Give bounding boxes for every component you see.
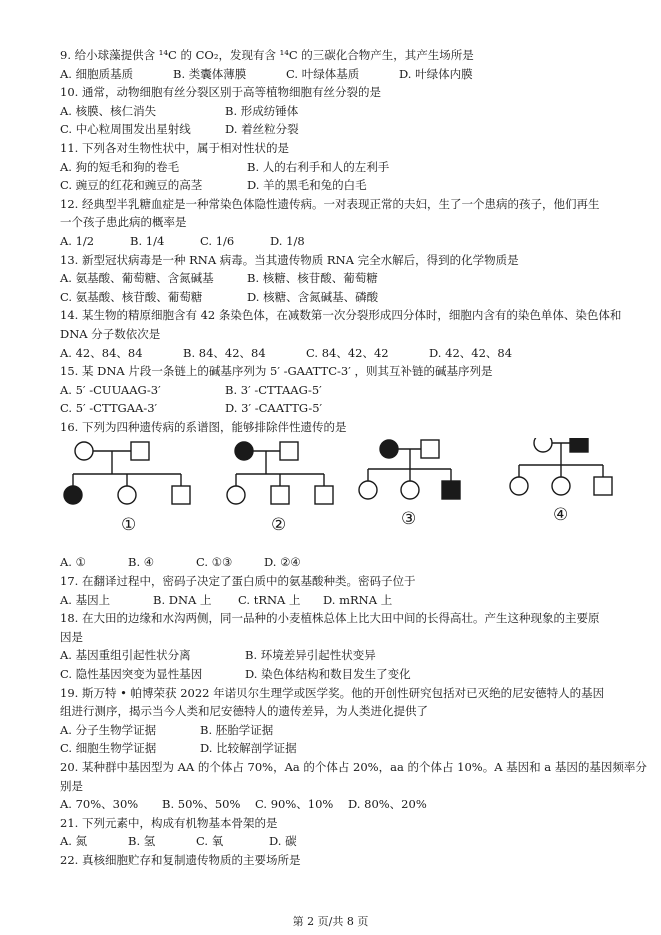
q11-option-c: C. 豌豆的红花和豌豆的高茎 (60, 178, 203, 193)
q20-option-a: A. 70%、30% (60, 797, 139, 812)
q10-stem: 10. 通常，动物细胞有丝分裂区别于高等植物细胞有丝分裂的是 (60, 85, 381, 100)
p2-label: ② (271, 515, 287, 536)
q12-option-c: C. 1/6 (200, 233, 235, 248)
q14-option-a: A. 42、84、84 (60, 345, 143, 360)
q11-option-d: D. 羊的黑毛和兔的白毛 (247, 178, 367, 193)
q10-options-row2 (60, 120, 620, 139)
p4-label: ④ (553, 505, 569, 526)
q13-option-b: B. 核糖、核苷酸、葡萄糖 (247, 271, 378, 286)
q12-stem-line2: 一个孩子患此病的概率是 (60, 215, 187, 230)
q18-option-b: B. 环境差异引起性状变异 (245, 648, 376, 663)
p4-son (594, 477, 612, 495)
q16-option-c: C. ①③ (196, 555, 233, 570)
pedigree-diagram (58, 438, 628, 549)
q9-option-a: A. 细胞质基质 (60, 66, 134, 81)
exam-page (60, 46, 647, 870)
q15-option-a: A. 5′ -CUUAAG-3′ (60, 382, 161, 397)
q13-stem: 13. 新型冠状病毒是一种 RNA 病毒。当其遗传物质 RNA 完全水解后，得到的化学物质是 (60, 252, 519, 267)
pedigree-figures (60, 438, 620, 549)
q18-stem-line1: 18. 在大田的边缘和水沟两侧，同一品种的小麦植株总体上比大田中间的长得高壮。产生这种现象的主要原 (60, 611, 600, 626)
q12-option-d: D. 1/8 (270, 233, 305, 248)
q22-stem: 22. 真核细胞贮存和复制遗传物质的主要场所是 (60, 852, 301, 867)
q19-options-row2 (60, 739, 620, 758)
q14-stem-line1: 14. 某生物的精原细胞含有 42 条染色体，在减数第一次分裂形成四分体时，细胞内含有的染色单体、染色体和 (60, 308, 622, 323)
q9-option-c: C. 叶绿体基质 (286, 66, 360, 81)
p4-daughter (552, 477, 570, 495)
q20-option-c: C. 90%、10% (255, 797, 334, 812)
q12-option-b: B. 1/4 (130, 233, 165, 248)
q21-option-b: B. 氢 (128, 834, 156, 849)
q10-option-b: B. 形成纺锤体 (225, 103, 299, 118)
p1-mother (75, 442, 93, 460)
p1-label: ① (121, 515, 137, 536)
p2-father (280, 442, 298, 460)
p2-affected-mother (235, 442, 253, 460)
q12-stem-line1: 12. 经典型半乳糖血症是一种常染色体隐性遗传病。一对表现正常的夫妇，生了一个患病的孩子，他们再生 (60, 196, 600, 211)
p1-son (172, 486, 190, 504)
q20-stem-line1: 20. 某种群中基因型为 AA 的个体占 70%，Aa 的个体占 20%，aa 的个体占 10%。A 基因和 a 基因的基因频率分 (60, 760, 647, 774)
p2-son (315, 486, 333, 504)
q19-option-b: B. 胚胎学证据 (200, 722, 274, 737)
q20-stem-line2: 别是 (60, 778, 83, 793)
q12-option-a: A. 1/2 (60, 233, 95, 248)
q9-option-d: D. 叶绿体内膜 (399, 66, 473, 81)
q13-option-c: C. 氨基酸、核苷酸、葡萄糖 (60, 289, 203, 304)
q21-stem: 21. 下列元素中，构成有机物基本骨架的是 (60, 815, 278, 830)
q9-options (60, 65, 620, 84)
p3-father (421, 440, 439, 458)
q11-stem: 11. 下列各对生物性状中，属于相对性状的是 (60, 140, 289, 155)
p4-daughter (510, 477, 528, 495)
p3-daughter (359, 481, 377, 499)
q17-option-c: C. tRNA 上 (238, 592, 301, 607)
q19-option-a: A. 分子生物学证据 (60, 722, 157, 737)
q14-option-d: D. 42、42、84 (429, 345, 513, 360)
q14-options (60, 344, 620, 363)
q21-option-d: D. 碳 (269, 834, 297, 849)
q20-option-b: B. 50%、50% (162, 797, 241, 812)
p2-son (271, 486, 289, 504)
page-footer: 第 2 页/共 8 页 (292, 915, 369, 928)
q17-options (60, 591, 620, 610)
q19-stem-line2: 组进行测序，揭示当今人类和尼安德特人的遗传差异，为人类进化提供了 (60, 704, 428, 719)
q9-option-b: B. 类囊体薄膜 (173, 66, 247, 81)
q14-option-c: C. 84、42、42 (306, 345, 389, 360)
p3-affected-mother (380, 440, 398, 458)
q18-option-c: C. 隐性基因突变为显性基因 (60, 667, 203, 682)
q19-options-row1 (60, 721, 620, 740)
pedigree-4 (510, 438, 612, 525)
p3-label: ③ (401, 509, 417, 530)
q21-option-a: A. 氮 (60, 834, 88, 849)
q14-stem-line2: DNA 分子数依次是 (60, 326, 161, 341)
q13-option-d: D. 核糖、含氮碱基、磷酸 (247, 289, 379, 304)
q16-options (60, 553, 620, 572)
q16-option-d: D. ②④ (264, 555, 301, 570)
q10-option-a: A. 核膜、核仁消失 (60, 103, 157, 118)
q21-option-c: C. 氧 (196, 834, 224, 849)
p3-daughter (401, 481, 419, 499)
q11-option-b: B. 人的右利手和人的左利手 (247, 159, 390, 174)
q17-option-d: D. mRNA 上 (323, 592, 393, 607)
q16-stem: 16. 下列为四种遗传病的系谱图，能够排除伴性遗传的是 (60, 419, 347, 434)
q9-stem: 9. 给小球藻提供含 ¹⁴C 的 CO₂，发现有含 ¹⁴C 的三碳化合物产生，其产生场所是 (60, 48, 474, 62)
q13-options-row2 (60, 288, 620, 307)
q15-stem: 15. 某 DNA 片段一条链上的碱基序列为 5′ -GAATTC-3′ ，则其互补链的碱基序列是 (60, 364, 493, 379)
q18-stem-line2: 因是 (60, 629, 83, 644)
q10-option-d: D. 着丝粒分裂 (225, 122, 299, 137)
q19-stem-line1: 19. 斯万特 • 帕博荣获 2022 年诺贝尔生理学或医学奖。他的开创性研究包括对已灭绝的尼安德特人的基因 (60, 685, 605, 700)
p2-daughter (227, 486, 245, 504)
p1-daughter (118, 486, 136, 504)
p1-father (131, 442, 149, 460)
q16-option-b: B. ④ (128, 555, 155, 570)
q15-option-c: C. 5′ -CTTGAA-3′ (60, 401, 158, 416)
q15-options-row2 (60, 399, 620, 418)
q11-options-row2 (60, 176, 620, 195)
q16-option-a: A. ① (60, 555, 86, 570)
q18-option-a: A. 基因重组引起性状分离 (60, 648, 191, 663)
q19-option-c: C. 细胞生物学证据 (60, 741, 157, 756)
q18-options-row1 (60, 646, 620, 665)
q18-options-row2 (60, 665, 620, 684)
p4-affected-father (570, 438, 588, 452)
q17-option-a: A. 基因上 (60, 592, 111, 607)
q11-option-a: A. 狗的短毛和狗的卷毛 (60, 159, 180, 174)
q15-options-row1 (60, 381, 620, 400)
q14-option-b: B. 84、42、84 (183, 345, 266, 360)
pedigree-3 (359, 440, 460, 529)
pedigree-1 (64, 442, 190, 535)
q17-stem: 17. 在翻译过程中，密码子决定了蛋白质中的氨基酸种类。密码子位于 (60, 574, 416, 589)
q10-options-row1 (60, 102, 620, 121)
q13-options-row1 (60, 269, 620, 288)
q10-option-c: C. 中心粒周围发出星射线 (60, 122, 191, 137)
q13-option-a: A. 氨基酸、葡萄糖、含氮碱基 (60, 271, 214, 286)
p4-mother (534, 438, 552, 452)
q19-option-d: D. 比较解剖学证据 (200, 741, 297, 756)
p3-affected-son (442, 481, 460, 499)
q15-option-b: B. 3′ -CTTAAG-5′ (225, 382, 322, 397)
pedigree-2 (227, 442, 333, 535)
q18-option-d: D. 染色体结构和数目发生了变化 (245, 667, 411, 682)
q11-options-row1 (60, 158, 620, 177)
q17-option-b: B. DNA 上 (153, 592, 212, 607)
q15-option-d: D. 3′ -CAATTG-5′ (225, 401, 323, 416)
q20-option-d: D. 80%、20% (348, 797, 427, 812)
q21-options (60, 832, 620, 851)
q12-options (60, 232, 620, 251)
q20-options (60, 795, 620, 814)
p1-affected-daughter (64, 486, 82, 504)
